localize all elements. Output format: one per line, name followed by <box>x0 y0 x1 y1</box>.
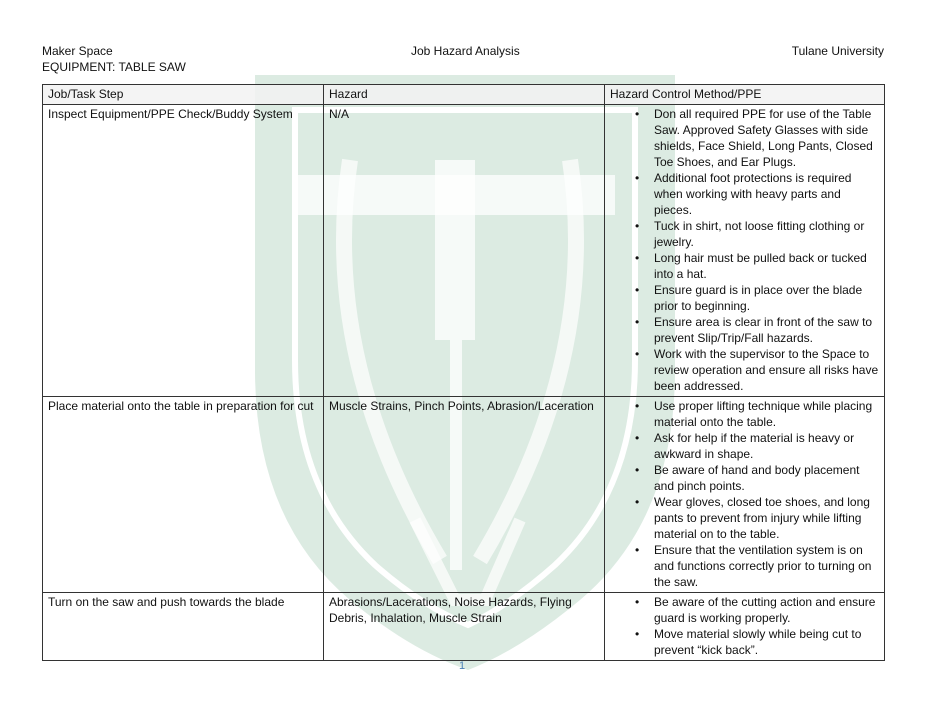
control-item: • Use proper lifting technique while placing material onto the table. <box>654 398 879 430</box>
control-item: • Wear gloves, closed toe shoes, and long pants to prevent from injury while lifting material on to the table. <box>654 494 879 542</box>
task-step-cell: Place material onto the table in preparation for cut <box>43 397 324 593</box>
control-list <box>610 594 879 658</box>
control-item: • Don all required PPE for use of the Table Saw. Approved Safety Glasses with side shields, Face Shield, Long Pants, Closed Toe Shoes, and Ear Plugs. <box>654 106 879 170</box>
column-header-step: Job/Task Step <box>43 85 324 105</box>
document-title: Job Hazard Analysis <box>411 44 520 58</box>
control-item: • Be aware of the cutting action and ensure guard is working properly. <box>654 594 879 626</box>
control-item: • Work with the supervisor to the Space to review operation and ensure all risks have been addressed. <box>654 346 879 394</box>
control-list <box>610 398 879 590</box>
control-item: • Ensure area is clear in front of the saw to prevent Slip/Trip/Fall hazards. <box>654 314 879 346</box>
column-header-controls: Hazard Control Method/PPE <box>605 85 885 105</box>
control-list <box>610 106 879 394</box>
table-row <box>43 105 885 397</box>
hazard-cell: Muscle Strains, Pinch Points, Abrasion/Laceration <box>324 397 605 593</box>
column-header-hazard: Hazard <box>324 85 605 105</box>
hazard-cell: Abrasions/Lacerations, Noise Hazards, Flying Debris, Inhalation, Muscle Strain <box>324 593 605 661</box>
control-item: • Ask for help if the material is heavy or awkward in shape. <box>654 430 879 462</box>
task-step-cell: Turn on the saw and push towards the blade <box>43 593 324 661</box>
page-number: 1 <box>459 660 466 672</box>
control-item: • Be aware of hand and body placement and pinch points. <box>654 462 879 494</box>
control-item: • Move material slowly while being cut to prevent “kick back”. <box>654 626 879 658</box>
control-item: • Tuck in shirt, not loose fitting clothing or jewelry. <box>654 218 879 250</box>
table-row <box>43 593 885 661</box>
table-header-row <box>43 85 885 105</box>
equipment-label: EQUIPMENT: TABLE SAW <box>42 60 186 74</box>
header-left <box>42 43 186 75</box>
control-item: • Ensure guard is in place over the blade prior to beginning. <box>654 282 879 314</box>
control-item: • Ensure that the ventilation system is on and functions correctly prior to turning on the saw. <box>654 542 879 590</box>
hazard-cell: N/A <box>324 105 605 397</box>
task-step-cell: Inspect Equipment/PPE Check/Buddy System <box>43 105 324 397</box>
control-cell <box>605 105 885 397</box>
control-item: • Additional foot protections is required when working with heavy parts and pieces. <box>654 170 879 218</box>
control-item: • Long hair must be pulled back or tucked into a hat. <box>654 250 879 282</box>
institution-name: Tulane University <box>791 44 884 58</box>
lab-name: Maker Space <box>42 44 113 58</box>
table-row <box>43 397 885 593</box>
control-cell <box>605 397 885 593</box>
hazard-analysis-table <box>42 84 885 661</box>
control-cell <box>605 593 885 661</box>
